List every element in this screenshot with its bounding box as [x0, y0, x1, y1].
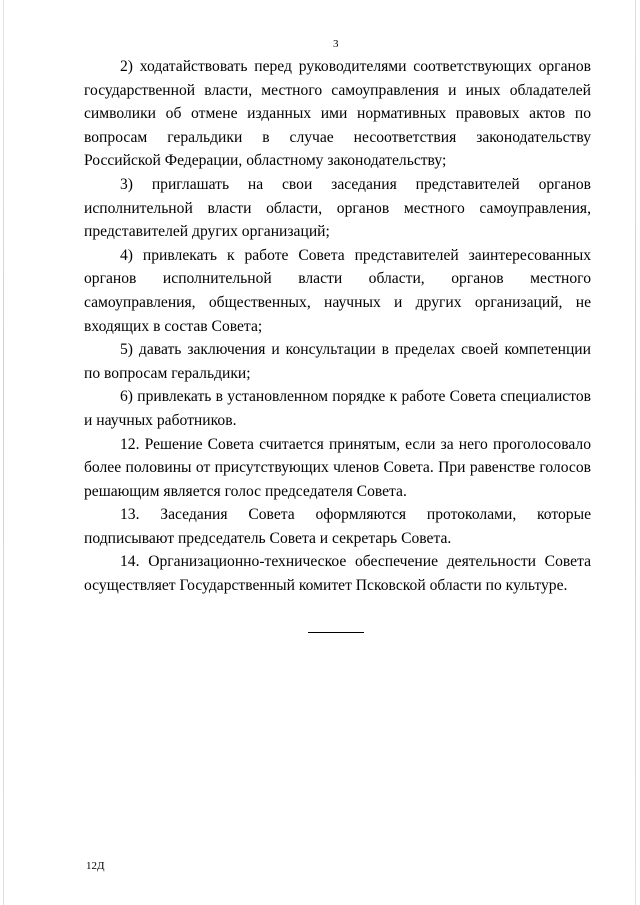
page-number: 3	[333, 38, 339, 50]
document-body	[84, 55, 591, 598]
paragraph-item-2: 2) ходатайствовать перед руководителями соответствующих органов государственной власти, местного самоуправления и иных обладателей символики об отмене изданных ими нормативных правовых актов по вопросам геральдики в случае несоответствия законодательству Российской Федерации, областному законодательству;	[84, 58, 591, 170]
paragraph-item-6: 6) привлекать в установленном порядке к работе Совета специалистов и научных работников.	[84, 388, 591, 429]
footer-document-code: 12Д	[86, 860, 105, 872]
scan-edge-right	[635, 0, 636, 905]
paragraph-item-3: 3) приглашать на свои заседания представителей органов исполнительной власти области, органов местного самоуправления, представителей других организаций;	[84, 175, 591, 241]
closing-divider	[308, 632, 364, 633]
scan-edge-left	[3, 0, 4, 905]
paragraph-clause-13: 13. Заседания Совета оформляются протоколами, которые подписывают председатель Совета и секретарь Совета.	[84, 506, 591, 547]
paragraph-item-5: 5) давать заключения и консультации в пределах своей компетенции по вопросам геральдики;	[84, 341, 591, 382]
paragraph-clause-12: 12. Решение Совета считается принятым, если за него проголосовало более половины от присутствующих членов Совета. При равенстве голосов решающим является голос председателя Совета.	[84, 435, 591, 500]
paragraph-clause-14: 14. Организационно-техническое обеспечение деятельности Совета осуществляет Государственный комитет Псковской области по культуре.	[84, 553, 591, 595]
paragraph-item-4: 4) привлекать к работе Совета представителей заинтересованных органов исполнительной власти области, органов местного самоуправления, общественных, научных и других организаций, не входящих в состав Совета;	[84, 246, 591, 335]
